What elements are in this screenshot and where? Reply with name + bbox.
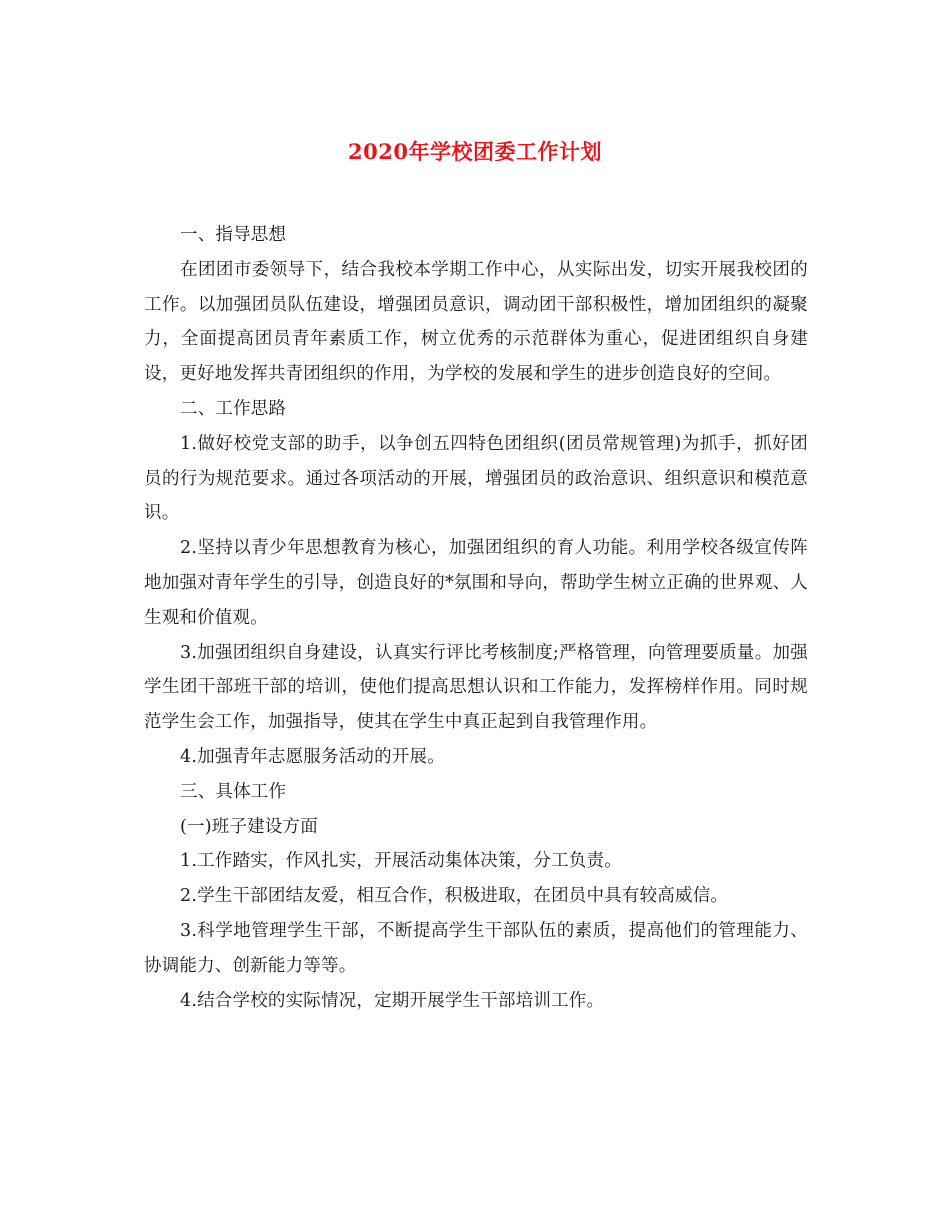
paragraph: 4.加强青年志愿服务活动的开展。 [180, 746, 445, 767]
paragraph: 4.结合学校的实际情况，定期开展学生干部培训工作。 [180, 990, 605, 1011]
document-body [144, 218, 808, 1018]
paragraph: 1.做好校党支部的助手，以争创五四特色团组织(团员常规管理)为抓手，抓好团员的行为规范要求。通过各项活动的开展，增强团员的政治意识、组织意识和模范意识。 [144, 433, 808, 524]
paragraph: 在团团市委领导下，结合我校本学期工作中心，从实际出发，切实开展我校团的工作。以加强团员队伍建设，增强团员意识，调动团干部积极性，增加团组织的凝聚力，全面提高团员青年素质工作，树立优秀的示范群体为重心，促进团组织自身建设，更好地发挥共青团组织的作用，为学校的发展和学生的进步创造良好的空间。 [144, 259, 808, 385]
paragraph: 3.科学地管理学生干部，不断提高学生干部队伍的素质，提高他们的管理能力、协调能力、创新能力等等。 [144, 920, 808, 976]
document-title: 2020年学校团委工作计划 [348, 139, 602, 164]
section-heading: 三、具体工作 [180, 781, 287, 802]
paragraph: 3.加强团组织自身建设，认真实行评比考核制度;严格管理，向管理要质量。加强学生团干部班干部的培训，使他们提高思想认识和工作能力，发挥榜样作用。同时规范学生会工作，加强指导，使其在学生中真正起到自我管理作用。 [144, 642, 808, 733]
paragraph: 1.工作踏实，作风扎实，开展活动集体决策，分工负责。 [180, 851, 622, 872]
paragraph: 2.坚持以青少年思想教育为核心，加强团组织的育人功能。利用学校各级宣传阵地加强对青年学生的引导，创造良好的*氛围和导向，帮助学生树立正确的世界观、人生观和价值观。 [144, 538, 808, 628]
section-heading: 二、工作思路 [180, 398, 287, 419]
paragraph: 2.学生干部团结友爱，相互合作，积极进取，在团员中具有较高威信。 [180, 886, 729, 907]
section-heading: 一、指导思想 [180, 225, 287, 245]
subsection-heading: (一)班子建设方面 [180, 816, 318, 837]
